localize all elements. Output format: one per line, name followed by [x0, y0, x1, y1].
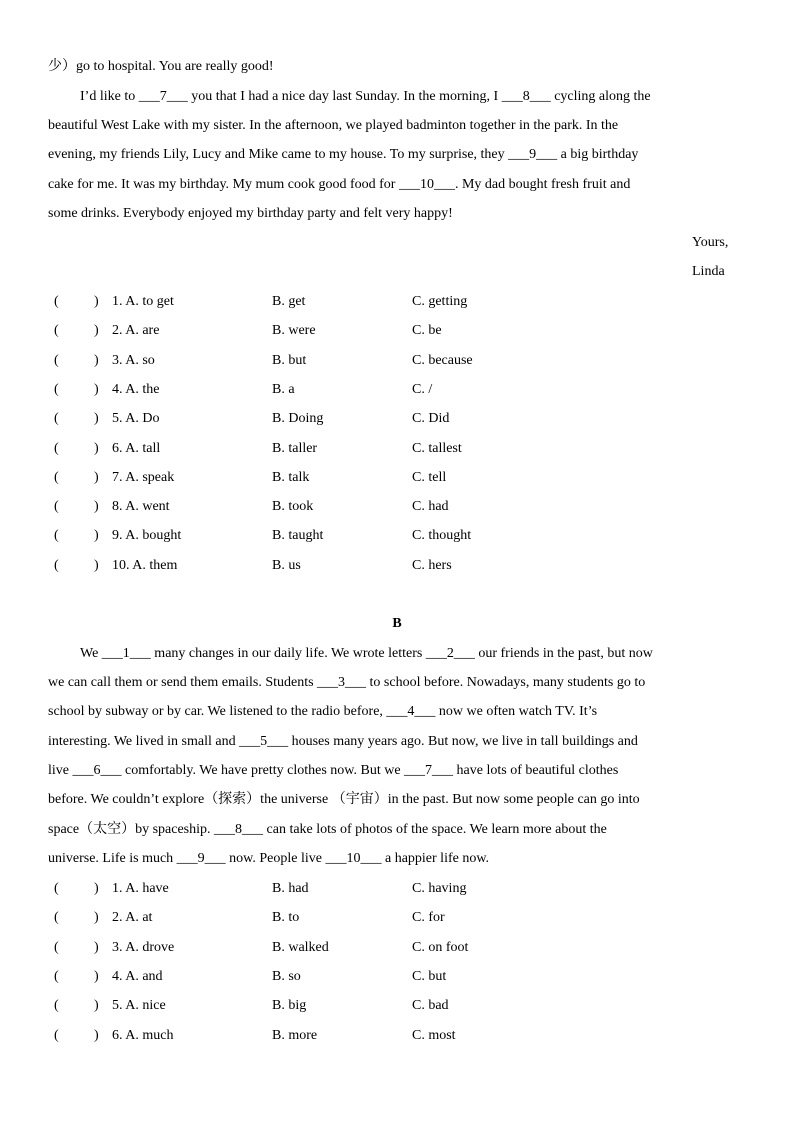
answer-bracket-open[interactable]: (	[54, 440, 59, 456]
answer-bracket-open[interactable]: (	[54, 352, 59, 368]
option-b: B. walked	[272, 939, 329, 955]
answer-bracket-open[interactable]: (	[54, 499, 59, 515]
question-row	[48, 468, 748, 488]
option-c: C. most	[412, 1027, 456, 1043]
letter-closing: Yours,	[692, 235, 729, 250]
option-a: 5. A. nice	[112, 998, 166, 1014]
question-row	[48, 497, 748, 517]
answer-bracket-close: )	[94, 294, 99, 309]
option-b: B. talk	[272, 469, 310, 485]
answer-bracket-close: )	[94, 323, 99, 339]
option-b: B. had	[272, 881, 309, 896]
option-c: C. on foot	[412, 939, 469, 955]
option-c: C. because	[412, 352, 473, 368]
option-c: C. tallest	[412, 440, 462, 456]
option-a: 7. A. speak	[112, 469, 175, 485]
option-c: C. having	[412, 881, 467, 896]
answer-bracket-close: )	[94, 528, 99, 544]
question-row	[48, 908, 748, 928]
option-b: B. were	[272, 323, 316, 339]
passage-b-line: live ___6___ comfortably. We have pretty clothes now. But we ___7___ have lots of beautiful clothes	[48, 763, 619, 778]
passage-b-line: school by subway or by car. We listened to the radio before, ___4___ now we often watch TV. It’s	[48, 704, 598, 719]
question-row	[48, 938, 748, 958]
answer-bracket-close: )	[94, 998, 99, 1014]
answer-bracket-close: )	[94, 1027, 99, 1043]
answer-bracket-close: )	[94, 910, 99, 926]
option-b: B. took	[272, 499, 314, 515]
option-a: 1. A. to get	[112, 294, 174, 309]
answer-bracket-open[interactable]: (	[54, 939, 59, 955]
option-b: B. us	[272, 557, 301, 573]
option-b: B. but	[272, 352, 307, 368]
answer-bracket-open[interactable]: (	[54, 323, 59, 339]
option-c: C. tell	[412, 469, 447, 485]
answer-bracket-open[interactable]: (	[54, 998, 59, 1014]
passage-b-line: We ___1___ many changes in our daily life. We wrote letters ___2___ our friends in the past, but now	[80, 646, 653, 661]
answer-bracket-open[interactable]: (	[54, 1027, 59, 1043]
option-a: 6. A. tall	[112, 440, 161, 456]
option-c: C. /	[412, 381, 433, 397]
question-row	[48, 996, 748, 1016]
option-c: C. Did	[412, 411, 450, 427]
answer-bracket-open[interactable]: (	[54, 469, 59, 485]
passage-a-line: evening, my friends Lily, Lucy and Mike came to my house. To my surprise, they ___9___ a big birthday	[48, 147, 639, 162]
passage-a-line: 少）go to hospital. You are really good!	[48, 59, 274, 74]
answer-bracket-close: )	[94, 440, 99, 456]
answer-bracket-open[interactable]: (	[54, 411, 59, 427]
answer-bracket-open[interactable]: (	[54, 381, 59, 397]
option-a: 3. A. drove	[112, 939, 175, 955]
answer-bracket-close: )	[94, 499, 99, 515]
answer-bracket-open[interactable]: (	[54, 881, 59, 896]
option-b: B. taller	[272, 440, 318, 456]
answer-bracket-open[interactable]: (	[54, 968, 59, 984]
option-c: C. be	[412, 323, 442, 339]
option-a: 8. A. went	[112, 499, 170, 515]
section-b-title: B	[392, 616, 402, 631]
option-b: B. a	[272, 381, 295, 397]
answer-bracket-open[interactable]: (	[54, 557, 59, 573]
question-row	[48, 351, 748, 371]
option-c: C. getting	[412, 294, 468, 309]
option-b: B. get	[272, 294, 306, 309]
option-a: 5. A. Do	[112, 411, 160, 427]
answer-bracket-close: )	[94, 968, 99, 984]
answer-bracket-open[interactable]: (	[54, 294, 59, 309]
option-c: C. hers	[412, 557, 452, 573]
answer-bracket-close: )	[94, 352, 99, 368]
passage-b-line: before. We couldn’t explore（探索）the universe （宇宙）in the past. But now some people can go into	[48, 792, 640, 807]
option-c: C. for	[412, 910, 445, 926]
option-b: B. taught	[272, 528, 324, 544]
passage-a-line: beautiful West Lake with my sister. In the afternoon, we played badminton together in the park. In the	[48, 118, 619, 133]
option-b: B. more	[272, 1027, 318, 1043]
question-row	[48, 526, 748, 546]
option-a: 2. A. at	[112, 910, 153, 926]
option-b: B. so	[272, 968, 301, 984]
passage-b-line: interesting. We lived in small and ___5___ houses many years ago. But now, we live in tall buildings and	[48, 734, 638, 749]
question-row	[48, 556, 748, 576]
option-a: 4. A. and	[112, 968, 163, 984]
passage-a-line: I’d like to ___7___ you that I had a nice day last Sunday. In the morning, I ___8___ cycling along the	[80, 89, 651, 104]
answer-bracket-close: )	[94, 469, 99, 485]
letter-signature: Linda	[692, 264, 725, 279]
option-a: 9. A. bought	[112, 528, 182, 544]
question-row	[48, 292, 748, 312]
option-c: C. bad	[412, 998, 449, 1014]
answer-bracket-close: )	[94, 557, 99, 573]
option-c: C. thought	[412, 528, 472, 544]
answer-bracket-close: )	[94, 881, 99, 896]
option-c: C. but	[412, 968, 447, 984]
passage-a-line: some drinks. Everybody enjoyed my birthday party and felt very happy!	[48, 206, 453, 221]
option-a: 1. A. have	[112, 881, 169, 896]
passage-b-line: space（太空）by spaceship. ___8___ can take lots of photos of the space. We learn more about the	[48, 822, 607, 837]
question-row	[48, 967, 748, 987]
passage-a-line: cake for me. It was my birthday. My mum cook good food for ___10___. My dad bought fresh fruit and	[48, 177, 631, 192]
question-row	[48, 321, 748, 341]
question-row	[48, 1026, 748, 1046]
answer-bracket-close: )	[94, 381, 99, 397]
option-b: B. to	[272, 910, 300, 926]
answer-bracket-open[interactable]: (	[54, 528, 59, 544]
option-a: 2. A. are	[112, 323, 160, 339]
question-row	[48, 380, 748, 400]
question-row	[48, 879, 748, 899]
option-a: 10. A. them	[112, 557, 178, 573]
option-a: 3. A. so	[112, 352, 155, 368]
answer-bracket-close: )	[94, 939, 99, 955]
question-row	[48, 439, 748, 459]
option-a: 4. A. the	[112, 381, 160, 397]
option-b: B. Doing	[272, 411, 324, 427]
option-a: 6. A. much	[112, 1027, 174, 1043]
answer-bracket-close: )	[94, 411, 99, 427]
passage-b-line: we can call them or send them emails. Students ___3___ to school before. Nowadays, many students go to	[48, 675, 646, 690]
answer-bracket-open[interactable]: (	[54, 910, 59, 926]
option-c: C. had	[412, 499, 449, 515]
passage-b-line: universe. Life is much ___9___ now. People live ___10___ a happier life now.	[48, 851, 490, 866]
question-row	[48, 409, 748, 429]
option-b: B. big	[272, 998, 307, 1014]
